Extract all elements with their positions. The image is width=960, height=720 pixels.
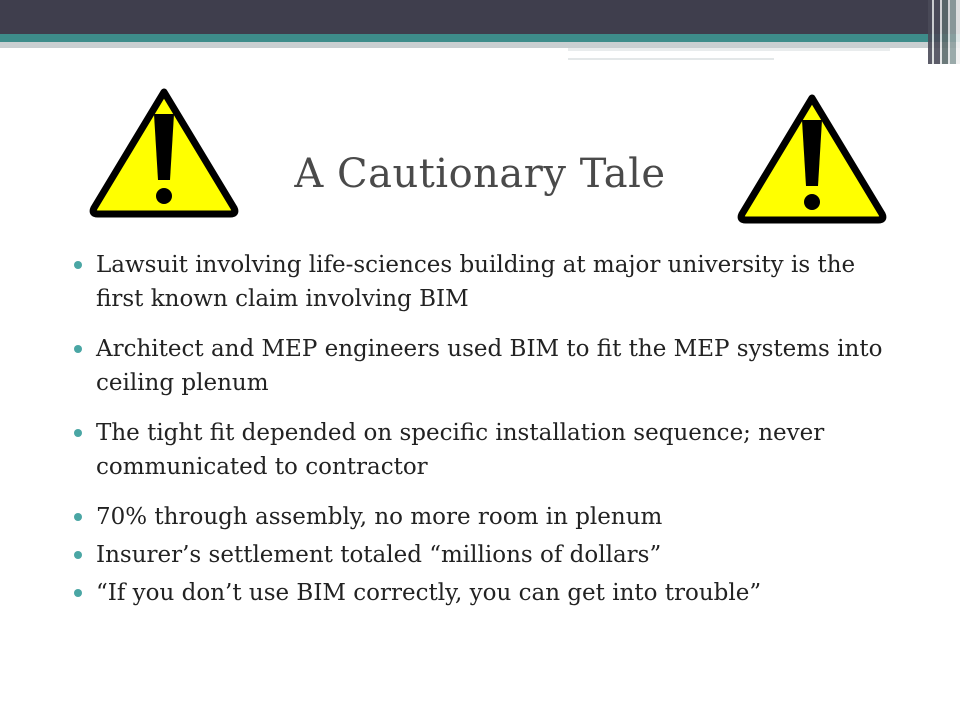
header-accent-bar bbox=[0, 34, 960, 42]
bullet-marker bbox=[74, 345, 82, 353]
bullet-marker bbox=[74, 589, 82, 597]
list-item bbox=[70, 332, 900, 400]
list-item bbox=[70, 500, 900, 534]
warning-icon bbox=[88, 86, 240, 220]
bullet-marker bbox=[74, 261, 82, 269]
bullet-text: The tight fit depended on specific installation sequence; never communicated to contractor bbox=[96, 420, 825, 480]
bullet-marker bbox=[74, 429, 82, 437]
header-bar bbox=[0, 0, 960, 34]
bullet-text: Insurer’s settlement totaled “millions of dollars” bbox=[96, 542, 662, 568]
warning-icon bbox=[736, 92, 888, 226]
header-stripes bbox=[928, 0, 960, 64]
bullet-list bbox=[70, 248, 900, 610]
slide-title: A Cautionary Tale bbox=[294, 151, 666, 197]
bullet-marker bbox=[74, 513, 82, 521]
bullet-text: Architect and MEP engineers used BIM to fit the MEP systems into ceiling plenum bbox=[96, 336, 883, 396]
list-item bbox=[70, 248, 900, 316]
list-item bbox=[70, 538, 900, 572]
bullet-text: “If you don’t use BIM correctly, you can get into trouble” bbox=[96, 580, 762, 606]
bullet-text: 70% through assembly, no more room in plenum bbox=[96, 504, 663, 530]
bullet-text: Lawsuit involving life-sciences building at major university is the first known claim involving BIM bbox=[96, 252, 856, 312]
header-accent-line bbox=[568, 58, 774, 60]
header-accent-line bbox=[568, 48, 890, 51]
list-item bbox=[70, 416, 900, 484]
bullet-marker bbox=[74, 551, 82, 559]
list-item bbox=[70, 576, 900, 610]
